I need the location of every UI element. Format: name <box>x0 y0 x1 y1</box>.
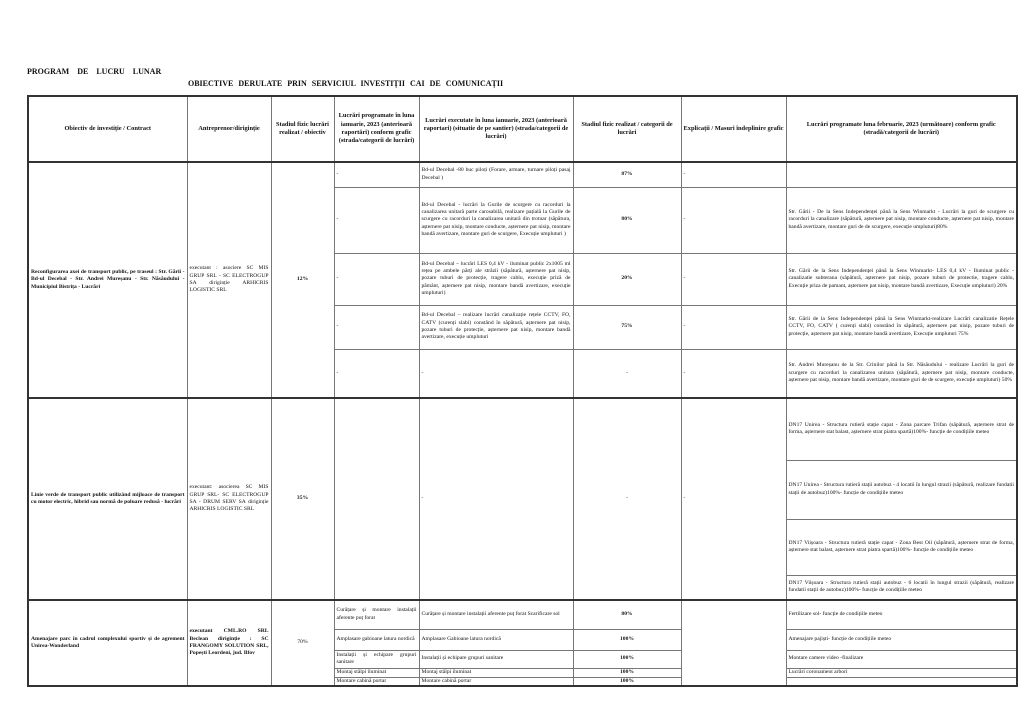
executed-cell: Bd-ul Decebal - lucrări la Gurile de scurgere cu racorduri la canalizarea unitară parte carosabilă, realizare pațială la Gurile de scurgere cu racorduri la canalizarea unitară din trotuar (săpătura, așternere pat nisip, montare conducte, așternere pat nisip, montare bandă avertizare, montare guri de scurgere, Execuție umpluturi ) <box>419 187 573 253</box>
explanation-cell: - <box>681 398 786 600</box>
executed-cell: Bd-ul Decebal -80 buc piloți (Forare, armare, turnare piloți pasaj Decebal ) <box>419 162 573 187</box>
explanation-cell: - <box>681 349 786 398</box>
executed-cell: Instalații și echipare grupuri sanitare <box>419 650 573 668</box>
planned-feb-cell: Str. Gării - De la Sens Independenței până la Sens Winmarkt - Lucrări la guri de scurgere cu racorduri la canalizare (săpătură, așternere pat nisip, montare conducte, așternere pat nisip, montare bandă avertizare, montare guri de de scurgere, execuție umpluturi)80% <box>786 187 1017 253</box>
table-row <box>28 600 1017 629</box>
explanation-cell <box>681 600 786 686</box>
table-row <box>28 162 1017 187</box>
header-row <box>28 96 1017 162</box>
progress-cell: 70% <box>271 600 334 686</box>
planned-feb-cell: Str. Andrei Mureșanu de la Str. Crinilor până la Str. Năsăudului - realizare Lucrări la guri de scurgere cu racorduri la canalizarea unitara (săpătură, așternere pat nisip, montare conducte, așternere pat nisip, montare bandă avertizare, montare guri de de scurgere, execuție umpluturi) 50% <box>786 349 1017 398</box>
executed-cell: Montare cabină portar <box>419 677 573 686</box>
planned-feb-cell: DN17 Viișoara - Structura rutieră stație capat - Zona Best Oil (săpătură, așternere strat de forma, așternere stat balast, așternere strat piatra spartă)100%- funcție de condițiile meteo <box>786 519 1017 575</box>
stage-cell: 75% <box>573 305 681 349</box>
planned-cell: Amplasare gabioane latura nordică <box>334 629 419 650</box>
document-title: PROGRAM DE LUCRU LUNAR <box>27 67 162 76</box>
planned-feb-cell <box>786 162 1017 187</box>
planned-feb-cell: DN17 Unirea - Structura rutieră stație capat - Zona parcare Trifan (săpătură, așternere strat de forma, așternere stat balast, așternere strat piatra spartă)100%- funcție de condițiile meteo <box>786 398 1017 460</box>
planned-cell: - <box>334 253 419 305</box>
contractor-cell: executant : asociere SC MIS GRUP SRL - SC ELECTROGUP SA diriginție ARHICRIS LOGISTIC SRL <box>187 162 271 398</box>
explanation-cell: - <box>681 253 786 305</box>
explanation-cell: - <box>681 187 786 253</box>
stage-cell: 100% <box>573 668 681 677</box>
header-planned-feb: Lucrări programate luna februarie, 2023 (următoare) conform grafic (stradă/categorii de lucrări) <box>786 96 1017 162</box>
table-row <box>28 398 1017 460</box>
header-contractor: Antreprenor/diriginție <box>187 96 271 162</box>
planned-cell: Montare cabină portar <box>334 677 419 686</box>
executed-cell: - <box>419 349 573 398</box>
executed-cell: Amplasare Gabioane latura nordică <box>419 629 573 650</box>
stage-cell: 87% <box>573 162 681 187</box>
planned-cell: - <box>334 349 419 398</box>
header-planned-jan: Lucrări programate în luna ianuarie, 2023 (anterioară raportări) conform grafic (strada/categorii de lucrări) <box>334 96 419 162</box>
work-program-table <box>27 95 1018 687</box>
planned-cell: - <box>334 187 419 253</box>
planned-feb-cell: Lucrări coronament arbori <box>786 668 1017 677</box>
document-subtitle: OBIECTIVE DERULATE PRIN SERVICIUL INVESTIȚII CAI DE COMUNICAȚII <box>188 79 504 88</box>
planned-feb-cell: DN17 Unirea - Structura rutieră stații autobuz - 4 locatii în lungul strazii (săpătură, realizare fundatii stații de autobuz)100%- funcție de condițiile meteo <box>786 460 1017 519</box>
planned-feb-cell: Fertilizare sol- funcție de condițiile meteo <box>786 600 1017 629</box>
planned-cell: Instalații și echipare grupuri sanitare <box>334 650 419 668</box>
header-progress-category: Stadiul fizic realizat / categorii de lucrări <box>573 96 681 162</box>
header-objective: Obiectiv de investiție / Contract <box>28 96 187 162</box>
planned-cell <box>334 398 419 600</box>
contractor-cell: executant CML.RO SRL Beclean diriginție : SC FRANGOMY SOLUTION SRL, Popești Leordeni, jud. Ilfov <box>187 600 271 686</box>
objective-cell: Reconfigurarea axei de transport public, pe traseul : Str. Gării - Bd-ul Decebal - Str. Andrei Mureșanu - Str. Năsăudului - Municipiul Bistrița - Lucrări <box>28 162 187 398</box>
planned-cell: - <box>334 162 419 187</box>
stage-cell: 80% <box>573 600 681 629</box>
stage-cell: - <box>573 349 681 398</box>
planned-cell: Montaj stâlpi iluminat <box>334 668 419 677</box>
stage-cell: - <box>573 398 681 600</box>
header-executed-jan: Lucrări executate în luna ianuarie, 2023 (anterioară raportari) (situatie de pe santier) (strada/categorii de lucrări) <box>419 96 573 162</box>
explanation-cell: - <box>681 305 786 349</box>
executed-cell: Montaj stâlpi iluminat <box>419 668 573 677</box>
executed-cell: Bd-ul Decebal – lucrări LES 0,4 kV - iluminat public 2x1005 ml rețea pe ambele părți ale străzii (săpătură, așternere pat nisip, pozare tuburi de protecție, tragere cablu, execuție priză de pământ, așternere pat nisip, montare bandă avertizare, execuție umpluturi) <box>419 253 573 305</box>
stage-cell: 100% <box>573 677 681 686</box>
planned-feb-cell <box>786 677 1017 686</box>
header-explanations: Explicații / Masuri îndeplinire grafic <box>681 96 786 162</box>
planned-feb-cell: Montare camere video -finalizare <box>786 650 1017 668</box>
executed-cell: Curățare și montare instalații aferente puț forat Scarificare sol <box>419 600 573 629</box>
progress-cell: 35% <box>271 398 334 600</box>
stage-cell: 80% <box>573 187 681 253</box>
stage-cell: 100% <box>573 650 681 668</box>
header-progress: Stadiul fizic lucrări realizat / obiectiv <box>271 96 334 162</box>
explanation-cell: - <box>681 162 786 187</box>
contractor-cell: executant: asocierea SC MIS GRUP SRL- SC ELECTROGUP SA - DRUM SERV SA diriginție ARHICRIS LOGISTIC SRL <box>187 398 271 600</box>
executed-cell: Bd-ul Decebal – realizare lucrări canalizație rețele CCTV, FO, CATV (curenți slabi) constând în săpătură, așternere pat nisip, pozare tuburi de protecție, așternere pat nisip, montare bandă avertizare, execuție umpluturi <box>419 305 573 349</box>
planned-cell: Curățare și montare instalații aferente puț forat <box>334 600 419 629</box>
progress-cell: 12% <box>271 162 334 398</box>
planned-feb-cell: Str. Gării de la Sens Independenței până la Sens Winmarkt-realizare Lucrări canalizatie Rețele CCTV, FO, CATV ( curenți slabi) constând în săpătură, așternere pat nisip, pozare tuburi de protecție, așternere pat nisip, montare bandă avertizare, Execuție umpluturi 75% <box>786 305 1017 349</box>
planned-cell: - <box>334 305 419 349</box>
stage-cell: 100% <box>573 629 681 650</box>
planned-feb-cell: DN17 Viișoara - Structura rutieră stații autobuz - 6 locatii în lungul strazii (săpătură, realizare fundatii stații de autobuz)100%- funcție de condițiile meteo <box>786 575 1017 600</box>
stage-cell: 20% <box>573 253 681 305</box>
planned-feb-cell: Amenajare pajiști- funcție de condițiile meteo <box>786 629 1017 650</box>
planned-feb-cell: Str. Gării de la Sens Independenței până la Sens Winmarkt- LES 0,4 kV - Iluminat public -canalizatie subterana (săpătură, așternere pat nisip, pozare tuburi de protectie, tragere cablu, Execuție priza de pamant, așternere pat nisip, montare bandă avertizare, Execuție umpluturi) 20% <box>786 253 1017 305</box>
objective-cell: Linie verde de transport public utilizând mijloace de transport cu motor electric, hibrid sau normă de poluare redusă - lucrări <box>28 398 187 600</box>
objective-cell: Amenajare parc în cadrul complexului sportiv și de agrement Unirea-Wonderland <box>28 600 187 686</box>
executed-cell: - <box>419 398 573 600</box>
